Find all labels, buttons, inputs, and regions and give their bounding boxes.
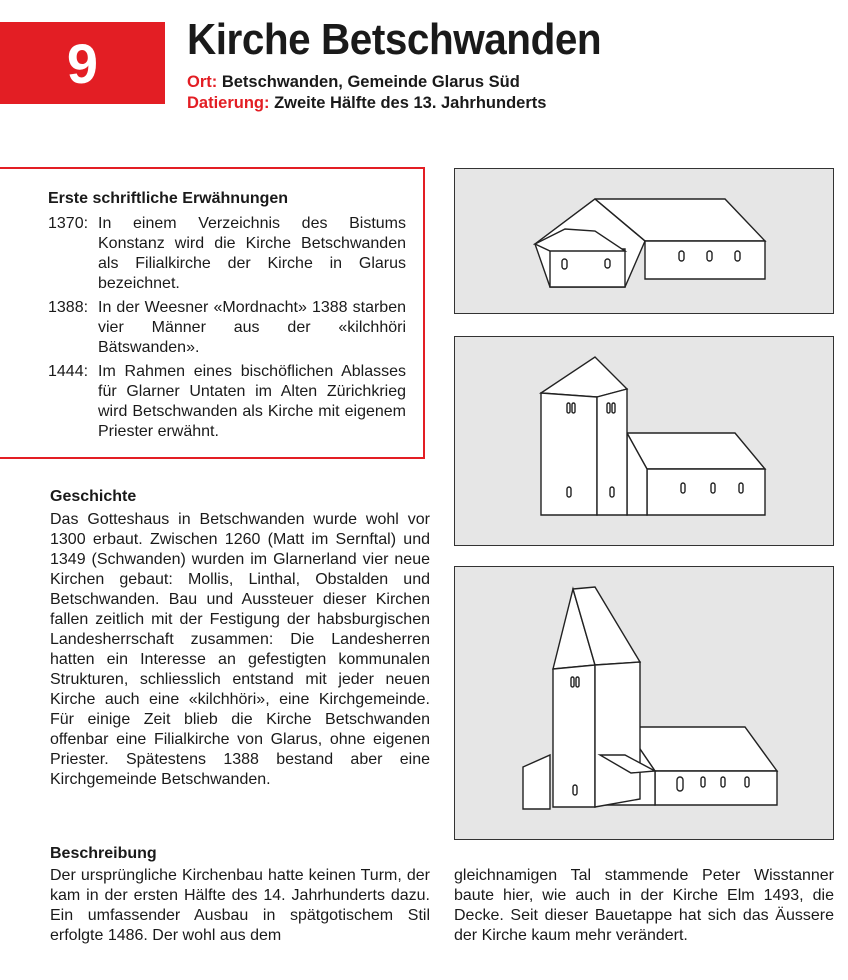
mention-entry <box>48 362 406 442</box>
church-drawing-phase-1 <box>454 168 834 314</box>
mention-entry <box>48 214 406 294</box>
mention-year: 1370: <box>48 215 89 232</box>
first-mentions-box <box>0 167 425 459</box>
beschreibung-heading: Beschreibung <box>50 845 157 862</box>
meta-ort <box>187 72 520 92</box>
ort-label: Ort: <box>187 73 218 91</box>
geschichte-text: Das Gotteshaus in Betschwanden wurde wohl vor 1300 erbaut. Zwischen 1260 (Matt im Sernftal) und 1349 (Schwanden) wurden im Glarnerland vier neue Kirchen gebaut: Mollis, Linthal, Obstalden und Betschwanden. Bau und Aussteuer dieser Kirchen fallen zeitlich mit der Festigung der habsburgischen Landesherrschaft zusammen: Die Landesherren hatten ein Interesse an gefestigten kommunalen Strukturen, schliesslich entstand mit jeder neuen Kirche auch eine «kilchhöri», eine Kirchgemeinde. Für einige Zeit blieb die Kirche Betschwanden offenbar eine Filialkirche von Glarus, ohne eigenen Priester. Spätestens 1388 bestand aber eine Kirchgemeinde Betschwanden. <box>50 511 430 788</box>
datierung-value: Zweite Hälfte des 13. Jahrhunderts <box>274 94 547 112</box>
first-mentions-heading: Erste schriftliche Erwähnungen <box>48 190 289 207</box>
geschichte-heading: Geschichte <box>50 488 137 505</box>
mention-text: In einem Verzeichnis des Bistums Konstanz wird die Kirche Betschwanden als Filialkirche der Kirche in Glarus bezeichnet. <box>98 215 406 292</box>
datierung-label: Datierung: <box>187 94 270 112</box>
mention-text: In der Weesner «Mordnacht» 1388 starben vier Männer aus der «kilchhöri Bätswanden». <box>98 299 406 356</box>
meta-datierung <box>187 93 546 113</box>
mention-text: Im Rahmen eines bischöflichen Ablasses für Glarner Untaten im Alten Zürichkrieg wird Betschwanden als Kirche mit eigenem Priester erwähnt. <box>98 363 406 440</box>
beschreibung-text-right: gleichnamigen Tal stammende Peter Wisstanner baute hier, wie auch in der Kirche Elm 1493, die Decke. Seit dieser Bauetappe hat sich das Äussere der Kirche kaum mehr verändert. <box>454 867 834 944</box>
church-drawing-phase-2 <box>454 336 834 546</box>
ort-value: Betschwanden, Gemeinde Glarus Süd <box>221 73 520 91</box>
page-title: Kirche Betschwanden <box>187 15 602 64</box>
beschreibung-text-left: Der ursprüngliche Kirchenbau hatte keinen Turm, der kam in der ersten Hälfte des 14. Jahrhunderts dazu. Ein umfassender Ausbau in spätgotischem Stil erfolgte 1486. Der wohl aus dem <box>50 867 430 944</box>
chapter-number-badge <box>0 22 165 104</box>
mention-year: 1388: <box>48 299 89 316</box>
church-drawing-phase-3 <box>454 566 834 840</box>
mention-year: 1444: <box>48 363 89 380</box>
mention-entry <box>48 298 406 358</box>
chapter-number: 9 <box>66 31 99 95</box>
